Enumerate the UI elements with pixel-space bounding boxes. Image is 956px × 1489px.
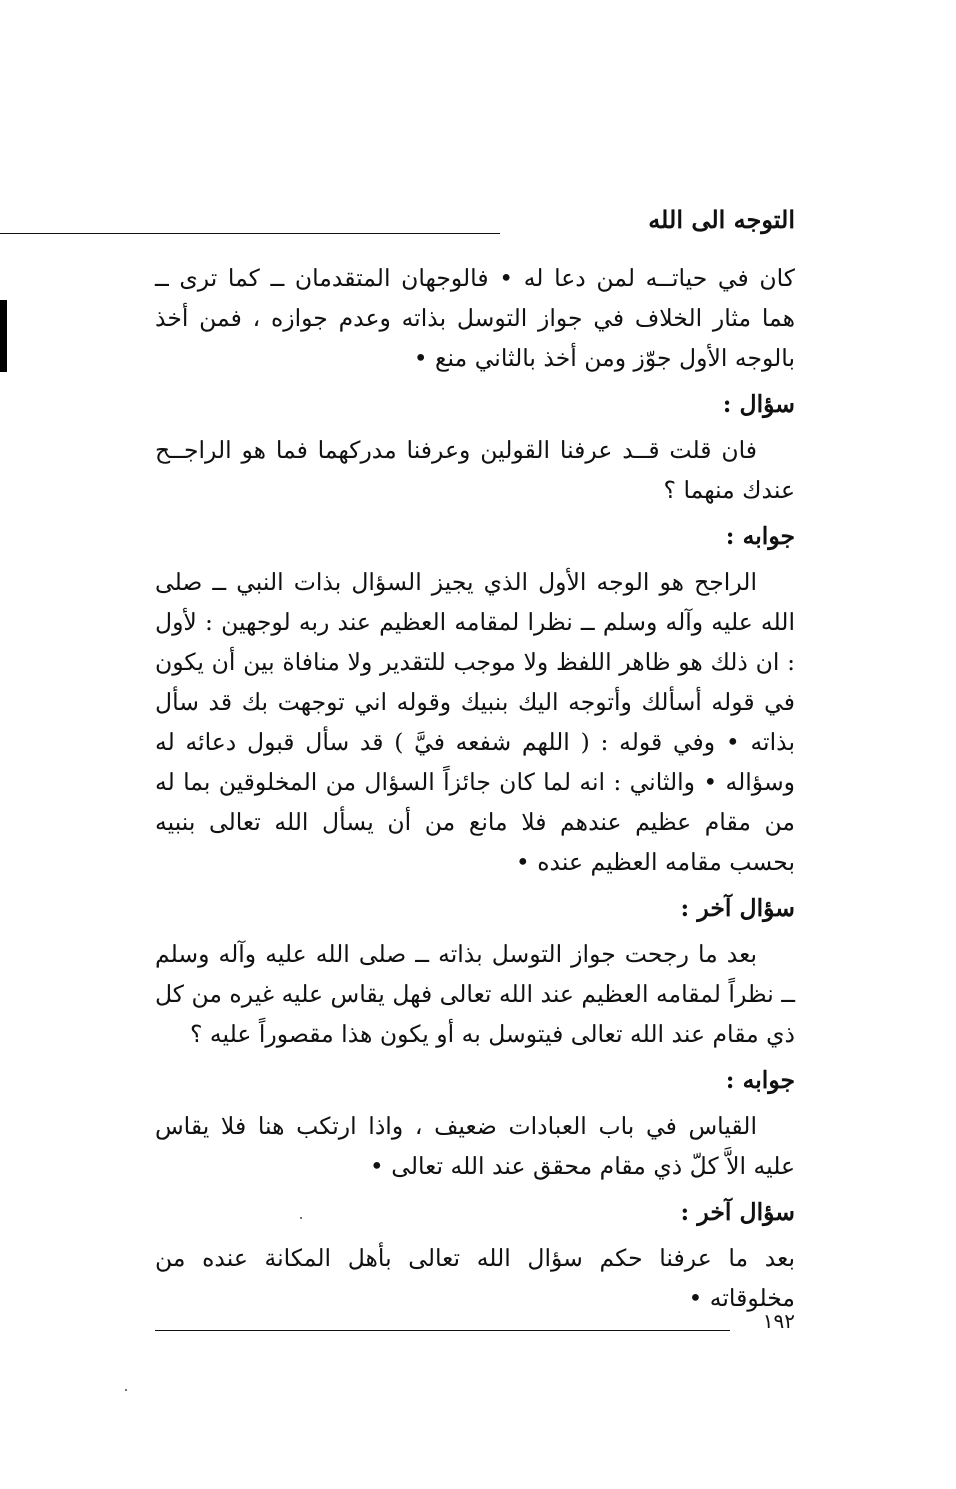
question-heading-3: سؤال آخر : [680, 1198, 795, 1226]
question-text-2: بعد ما رجحت جواز التوسل بذاته ــ صلى الله عليه وآله وسلم ــ نظراً لمقامه العظيم عند الله تعالى فهل يقاس عليه غيره من كل ذي مقام عند الله تعالى فيتوسل به أو يكون هذا مقصوراً عليه ؟ [155, 940, 795, 1048]
question-text: فان قلت قــد عرفنا القولين وعرفنا مدركهما فما هو الراجــح عندك منهما ؟ [155, 436, 795, 504]
scan-edge-mark [0, 300, 7, 372]
paragraph-intro: كان في حياتــه لمن دعا له • فالوجهان المتقدمان ــ كما ترى ــ هما مثار الخلاف في جواز التوسل بذاته وعدم جوازه ، فمن أخذ بالوجه الأول جوّز ومن أخذ بالثاني منع • [155, 264, 795, 372]
scan-speck [300, 1217, 302, 1219]
answer-text-2: القياس في باب العبادات ضعيف ، واذا ارتكب هنا فلا يقاس عليه الاَّ كلّ ذي مقام محقق عند الله تعالى • [155, 1112, 795, 1180]
page-number: ١٩٢ [762, 1309, 795, 1333]
running-header [155, 200, 795, 240]
question-heading: سؤال : [722, 390, 795, 418]
header-title: التوجه الى الله [648, 205, 795, 234]
scan-speck [125, 1389, 127, 1391]
page-body [155, 258, 795, 1318]
page-footer [155, 1307, 805, 1347]
answer-heading: جوابه : [725, 522, 795, 550]
answer-heading-2: جوابه : [725, 1066, 795, 1094]
footer-rule [155, 1330, 730, 1331]
question-heading-2: سؤال آخر : [680, 894, 795, 922]
question-text-3: بعد ما عرفنا حكم سؤال الله تعالى بأهل المكانة عنده من مخلوقاته • [155, 1244, 795, 1312]
header-rule [0, 233, 500, 234]
answer-text: الراجح هو الوجه الأول الذي يجيز السؤال بذات النبي ــ صلى الله عليه وآله وسلم ــ نظرا لمقامه العظيم عند ربه لوجهين : لأول : ان ذلك هو ظاهر اللفظ ولا موجب للتقدير ولا منافاة بين أن يكون في قوله أسألك وأتوجه اليك بنبيك وقوله اني توجهت بك قد سأل بذاته • وفي قوله : ( اللهم شفعه فيَّ ) قد سأل قبول دعائه له وسؤاله • والثاني : انه لما كان جائزاً السؤال من المخلوقين بما له من مقام عظيم عندهم فلا مانع من أن يسأل الله تعالى بنبيه بحسب مقامه العظيم عنده • [155, 568, 795, 876]
